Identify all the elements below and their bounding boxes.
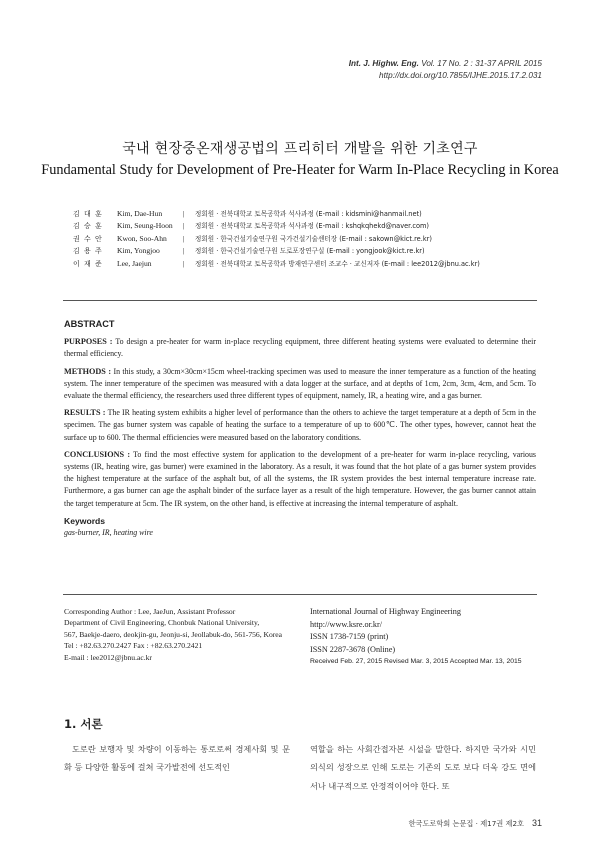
- author-row: [73, 258, 480, 270]
- title-korean: 국내 현장중온재생공법의 프리히터 개발을 위한 기초연구: [122, 141, 478, 157]
- purposes-text: To design a pre-heater for warm in-place recycling equipment, three different heating systems were evaluated to determine their thermal efficiency.: [64, 337, 536, 359]
- section-heading-introduction: 1. 서론: [64, 717, 103, 731]
- author-row: [73, 220, 480, 232]
- conclusions-label: CONCLUSIONS :: [64, 449, 131, 459]
- journal-info: [310, 606, 540, 669]
- author-name-ko: 김 용 주: [73, 247, 103, 256]
- author-name-en: Kim, Dae-Hun: [117, 209, 163, 218]
- author-affiliation: 정회원 · 전북대학교 토목공학과 방재연구센터 조교수 · 교신저자 (E-mail : lee2012@jbnu.ac.kr): [195, 259, 480, 268]
- journal-name: International Journal of Highway Engineering: [310, 607, 461, 616]
- author-name-en: Kim, Seung-Hoon: [117, 221, 173, 231]
- keywords-heading: Keywords: [64, 515, 106, 526]
- author-divider: |: [183, 246, 185, 256]
- page-number: 31: [531, 818, 542, 828]
- page-footer: [409, 818, 542, 829]
- title-english: Fundamental Study for Development of Pre-Heater for Warm In-Place Recycling in Korea: [41, 162, 559, 178]
- author-row: [73, 245, 480, 257]
- abstract-methods: [64, 366, 536, 403]
- corresponding-author: [64, 606, 304, 663]
- author-list: [73, 208, 480, 270]
- abstract-section: [64, 318, 536, 539]
- author-name-ko: 이 재 준: [73, 259, 103, 268]
- author-affiliation: 정회원 · 전북대학교 토목공학과 석사과정 (E-mail : kshqkqhekd@naver.com): [195, 222, 430, 231]
- keywords-text: gas-burner, IR, heating wire: [64, 528, 153, 538]
- author-divider: |: [183, 209, 185, 218]
- author-affiliation: 정회원 · 한국건설기술연구원 도로포장연구실 (E-mail : yongjook@kict.re.kr): [195, 247, 425, 256]
- corr-email[interactable]: E-mail : lee2012@jbnu.ac.kr: [64, 652, 152, 662]
- results-label: RESULTS :: [64, 408, 106, 418]
- author-name-ko: 김 승 훈: [73, 222, 103, 231]
- journal-abbr: Int. J. Highw. Eng.: [348, 59, 419, 68]
- author-row: [73, 233, 480, 245]
- author-divider: |: [183, 258, 185, 268]
- author-name-ko: 권 수 안: [73, 234, 103, 243]
- author-name-en: Lee, Jaejun: [117, 258, 152, 268]
- journal-header: [349, 58, 542, 82]
- volume-info: Vol. 17 No. 2 : 31-37 APRIL 2015: [421, 59, 542, 68]
- author-row: [73, 208, 480, 220]
- conclusions-text: To find the most effective system for application to the development of a pre-heater for warm in-place recycling, various systems (IR, heating wire, gas burner) were examined in the laboratory. As a result, it was found that the hot plate of a gas burner system provides the highest temperature at the surface of the asphalt but, of all the systems, the IR system provides the best internal temperature increase rate. Furthermore, a gas burner can age the asphalt binder of the surface layer as a result of the high temperature. However, the gas burner cannot attain the target temperature at 5cm. The IR system, on the other hand, is effective at increasing the internal temperature of asphalt.: [64, 449, 536, 508]
- received-dates: Received Feb. 27, 2015 Revised Mar. 3, 2015 Accepted Mar. 13, 2015: [310, 658, 522, 666]
- corr-line: 567, Baekje-daero, deokjin-gu, Jeonju-si, Jeollabuk-do, 561-756, Korea: [64, 629, 283, 639]
- results-text: The IR heating system exhibits a higher level of performance than the others to achieve the target temperature at a depth of 5cm in the specimen. The gas burner system was capable of heating the surface to a temperature of up to 600℃. The other types, however, cannot heat the surface up to 600. The thermal efficiencies were measured based on the laboratory conditions.: [64, 408, 536, 442]
- methods-text: In this study, a 30cm×30cm×15cm wheel-tracking specimen was used to measure the inner temperature as a function of the heating system. The inner temperature of the specimen was measured with a data logger at the surface, and at depths of 1cm, 2cm, 3cm, 4cm, and 5cm. To evaluate the thermal efficiency, the researchers used three different types of equipment, namely, IR, a heating wire, and a gas burner.: [64, 366, 536, 401]
- intro-right-column: 역할을 하는 사회간접자본 시설을 말한다. 하지만 국가와 시민의식의 성장으로 인해 도로는 기존의 도로 보다 더욱 강도 면에서나 내구적으로 안정적이어야 한다. 또: [310, 744, 536, 791]
- purposes-label: PURPOSES :: [64, 337, 113, 347]
- abstract-conclusions: [64, 449, 536, 510]
- corr-line: Corresponding Author : Lee, JaeJun, Assistant Professor: [64, 607, 236, 616]
- corr-line: Department of Civil Engineering, Chonbuk National University,: [64, 618, 260, 628]
- abstract-top-rule: [63, 300, 537, 301]
- methods-label: METHODS :: [64, 366, 112, 376]
- issn-online: ISSN 2287-3678 (Online): [310, 644, 396, 654]
- abstract-bottom-rule: [63, 594, 537, 595]
- author-divider: |: [183, 221, 185, 231]
- author-affiliation: 정회원 · 한국건설기술연구원 국가건설기술센터장 (E-mail : sakown@kict.re.kr): [195, 234, 432, 243]
- author-divider: |: [183, 233, 185, 243]
- author-affiliation: 정회원 · 전북대학교 토목공학과 석사과정 (E-mail : kidsmini@hanmail.net): [195, 210, 422, 218]
- author-name-en: Kim, Yongjoo: [117, 246, 160, 256]
- corr-line: Tel : +82.63.270.2427 Fax : +82.63.270.2421: [64, 641, 203, 651]
- abstract-results: [64, 407, 536, 444]
- author-name-en: Kwon, Soo-Ahn: [117, 233, 167, 243]
- journal-url[interactable]: http://www.ksre.or.kr/: [310, 619, 383, 629]
- abstract-purposes: [64, 336, 536, 360]
- abstract-heading: ABSTRACT: [64, 319, 115, 329]
- issn-print: ISSN 1738-7159 (print): [310, 632, 389, 642]
- intro-left-column: 도로란 보행자 및 차량이 이동하는 통로로써 경제사회 및 문화 등 다양한 활동에 걸쳐 국가발전에 선도적인: [64, 744, 290, 773]
- doi-link[interactable]: http://dx.doi.org/10.7855/IJHE.2015.17.2.031: [379, 71, 542, 80]
- footer-journal: 한국도로학회 논문집 · 제17권 제2호: [408, 819, 524, 828]
- author-name-ko: 김 대 훈: [73, 210, 103, 218]
